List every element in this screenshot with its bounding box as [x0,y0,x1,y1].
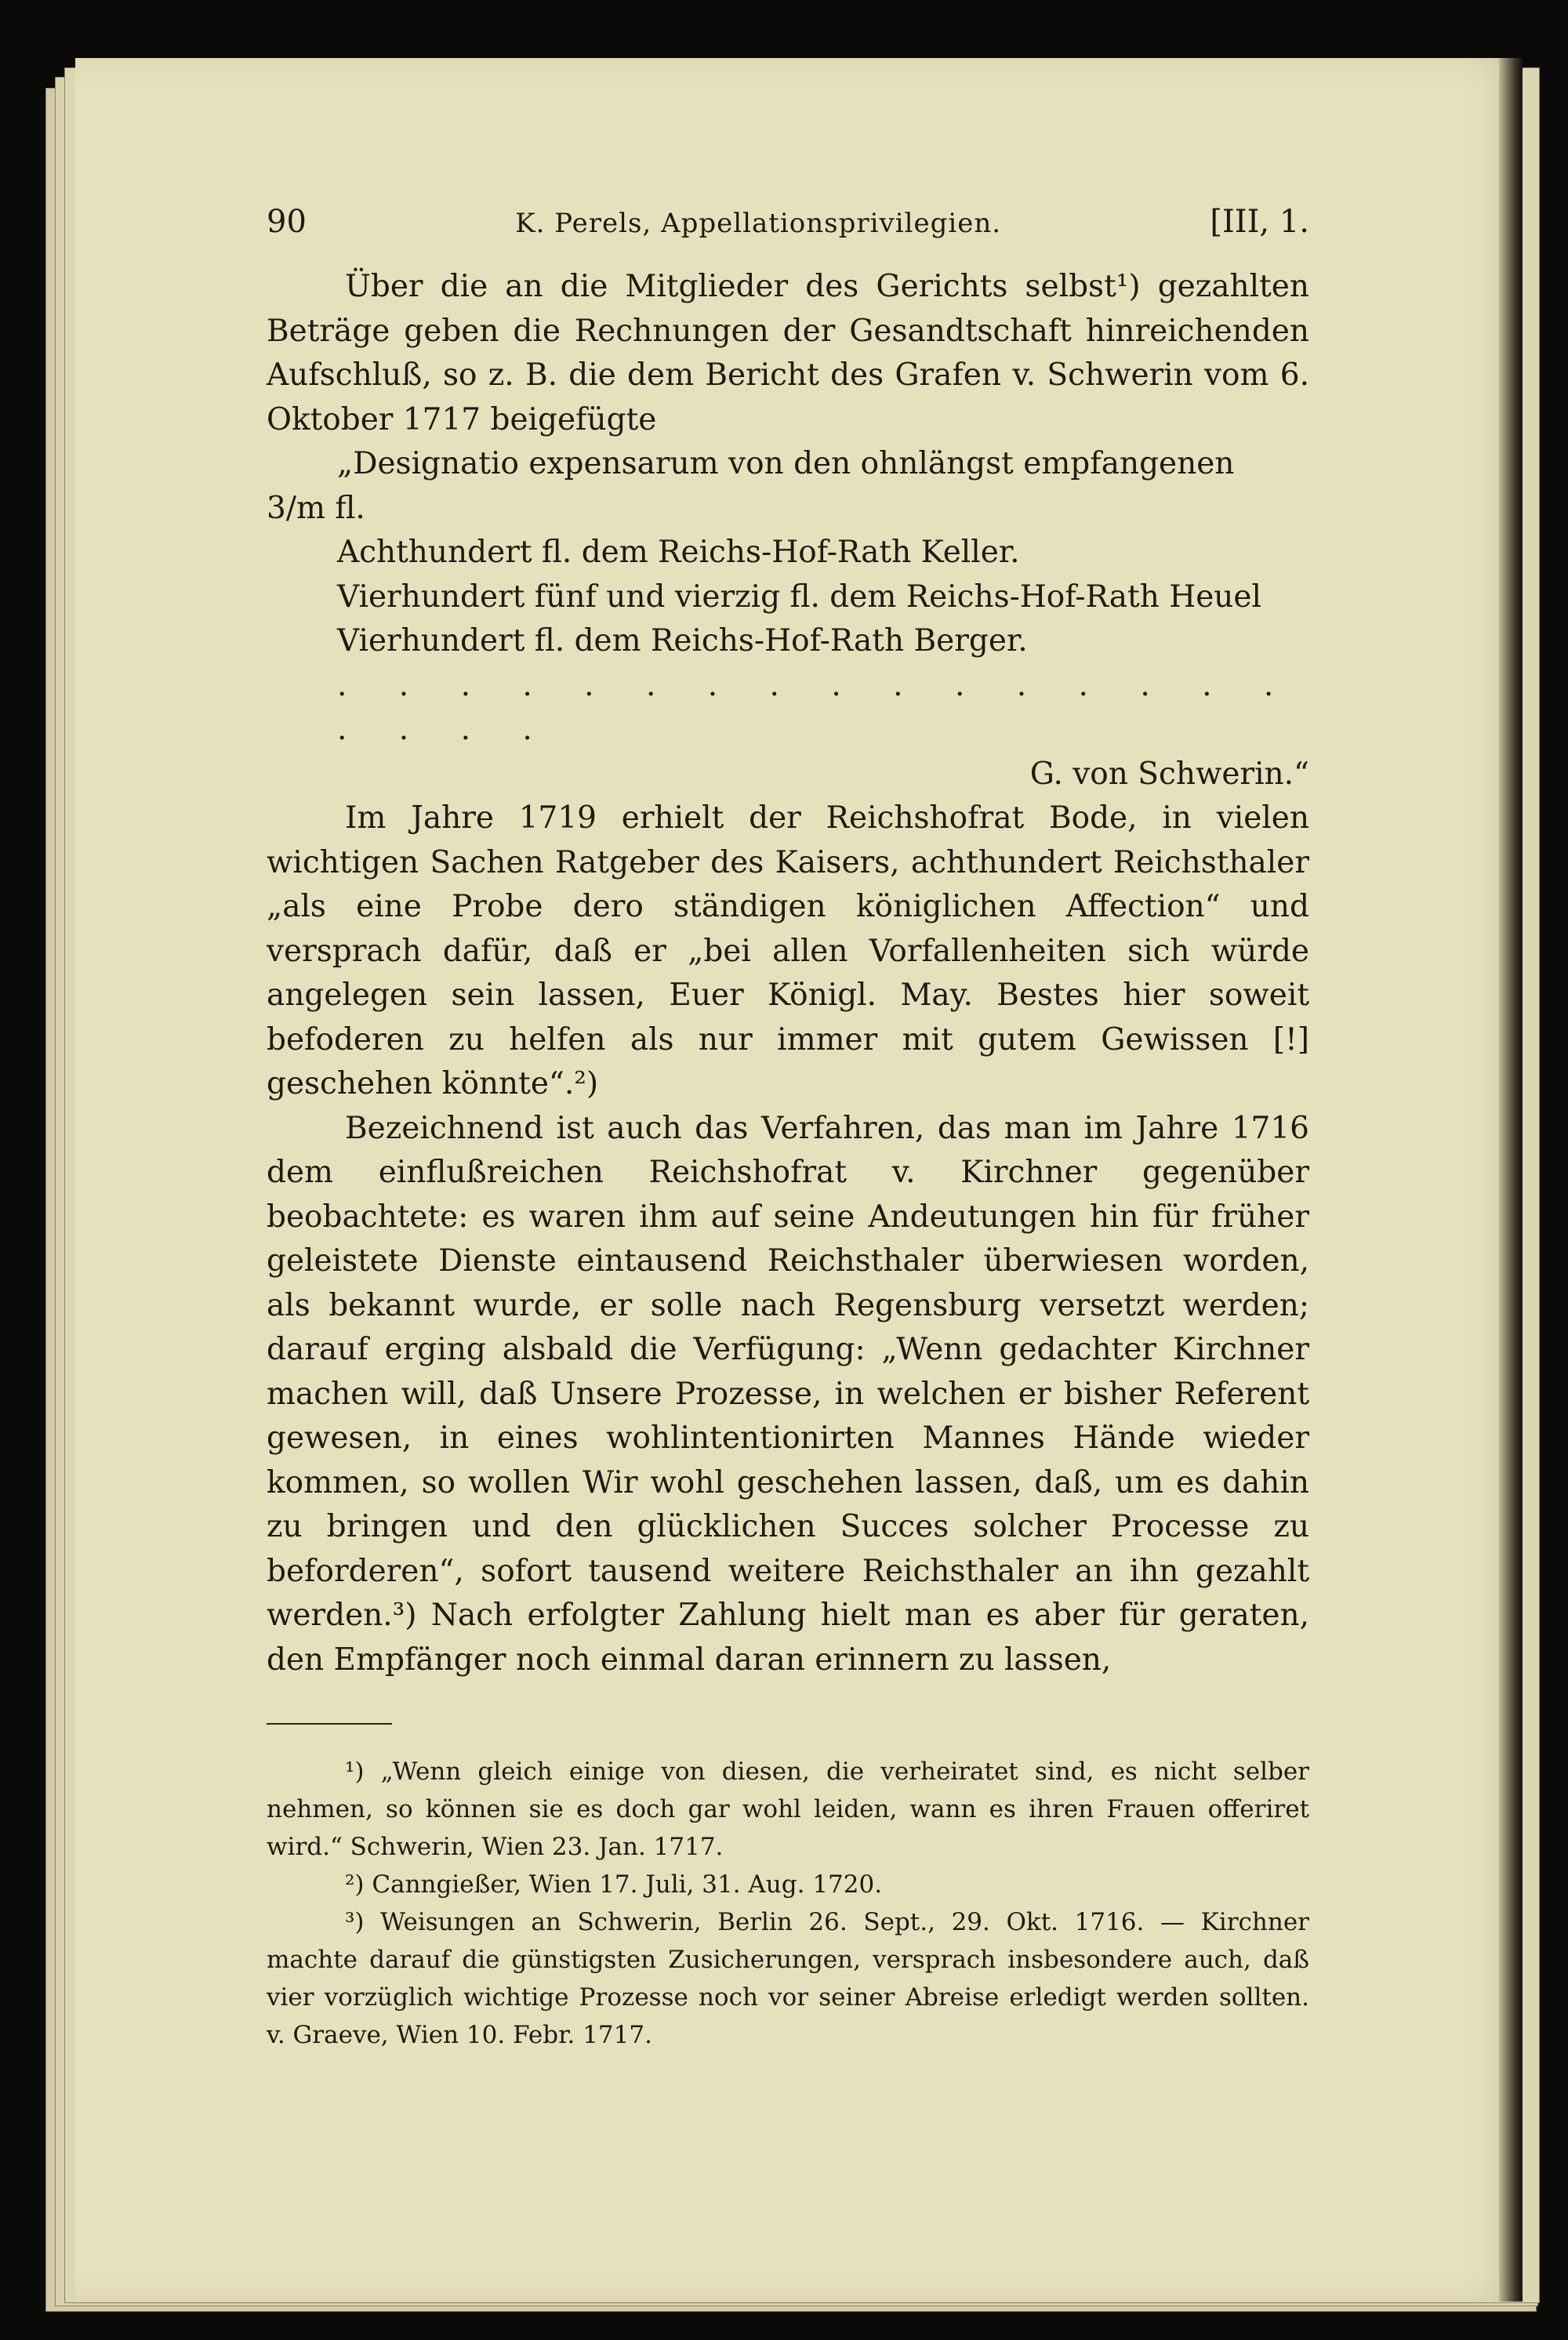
paragraph: Über die an die Mitglieder des Gerichts selbst¹) gezahlten Beträge geben die Rechnungen der Gesandtschaft hinreichenden Aufschluß, so z. B. die dem Bericht des Grafen v. Schwerin vom 6. Oktober 1717 beigefügte [267,269,1309,437]
paragraph: Bezeichnend ist auch das Verfahren, das man im Jahre 1716 dem einflußreichen Reichshofrat v. Kirchner gegenüber beobachtete: es waren ihm auf seine Andeutungen hin für früher geleistete Dienste eintausend Reichsthaler überwiesen worden, als bekannt wurde, er solle nach Regensburg versetzt werden; darauf erging alsbald die Verfügung: „Wenn gedachter Kirchner machen will, daß Unsere Prozesse, in welchen er bisher Referent gewesen, in eines wohlintentionirten Mannes Hände wieder kommen, so wollen Wir wohl geschehen lassen, daß, um es dahin zu bringen und den glücklichen Succes solcher Processe zu beforderen“, sofort tausend weitere Reichsthaler an ihn gezahlt werden.³) Nach erfolgter Zahlung hielt man es aber für geraten, den Empfänger noch einmal daran erinnern zu lassen, [267,1110,1309,1678]
footnote-rule [267,1723,392,1725]
book-gutter [1499,58,1523,2302]
running-title: K. Perels, Appellationsprivilegien. [515,208,1002,239]
quote-line: „Designatio expensarum von den ohnlängst empfangenen [337,446,1235,481]
page-content [267,204,1309,2054]
quote-line: Vierhundert fl. dem Reichs-Hof-Rath Berger. [337,623,1028,658]
footnote: ²) Canngießer, Wien 17. Juli, 31. Aug. 1720. [345,1870,883,1899]
running-header [267,204,1309,240]
quote-line: Achthundert fl. dem Reichs-Hof-Rath Keller. [337,535,1020,570]
quote-line: Vierhundert fünf und vierzig fl. dem Reichs-Hof-Rath Heuel [337,579,1261,615]
page-number: 90 [267,204,307,240]
body-text [267,265,1309,1682]
footnotes [267,1753,1309,2054]
footnote: ³) Weisungen an Schwerin, Berlin 26. Sept., 29. Okt. 1716. — Kirchner machte darauf die günstigsten Zusicherungen, versprach insbesondere auch, daß vier vorzüglich wichtige Prozesse noch vor seiner Abreise erledigt werden sollten. v. Graeve, Wien 10. Febr. 1717. [267,1908,1309,2049]
quote-line: 3/m fl. [267,490,365,526]
footnote: ¹) „Wenn gleich einige von diesen, die verheiratet sind, es nicht selber nehmen, so können sie es doch gar wohl leiden, wann es ihren Frauen offeriret wird.“ Schwerin, Wien 23. Jan. 1717. [267,1758,1309,1861]
signature: G. von Schwerin.“ [1029,756,1309,792]
paragraph: Im Jahre 1719 erhielt der Reichshofrat Bode, in vielen wichtigen Sachen Ratgeber des Kaisers, achthundert Reichsthaler „als eine Probe dero ständigen königlichen Affection“ und versprach dafür, daß er „bei allen Vorfallenheiten sich würde angelegen sein lassen, Euer Königl. May. Bestes hier soweit befoderen zu helfen als nur immer mit gutem Gewissen [!] geschehen könnte“.²) [267,800,1309,1101]
quotation-block [267,442,1309,664]
ellipsis-row: . . . . . . . . . . . . . . . . . . . . [337,667,1295,747]
section-marker: [III, 1. [1210,204,1309,240]
